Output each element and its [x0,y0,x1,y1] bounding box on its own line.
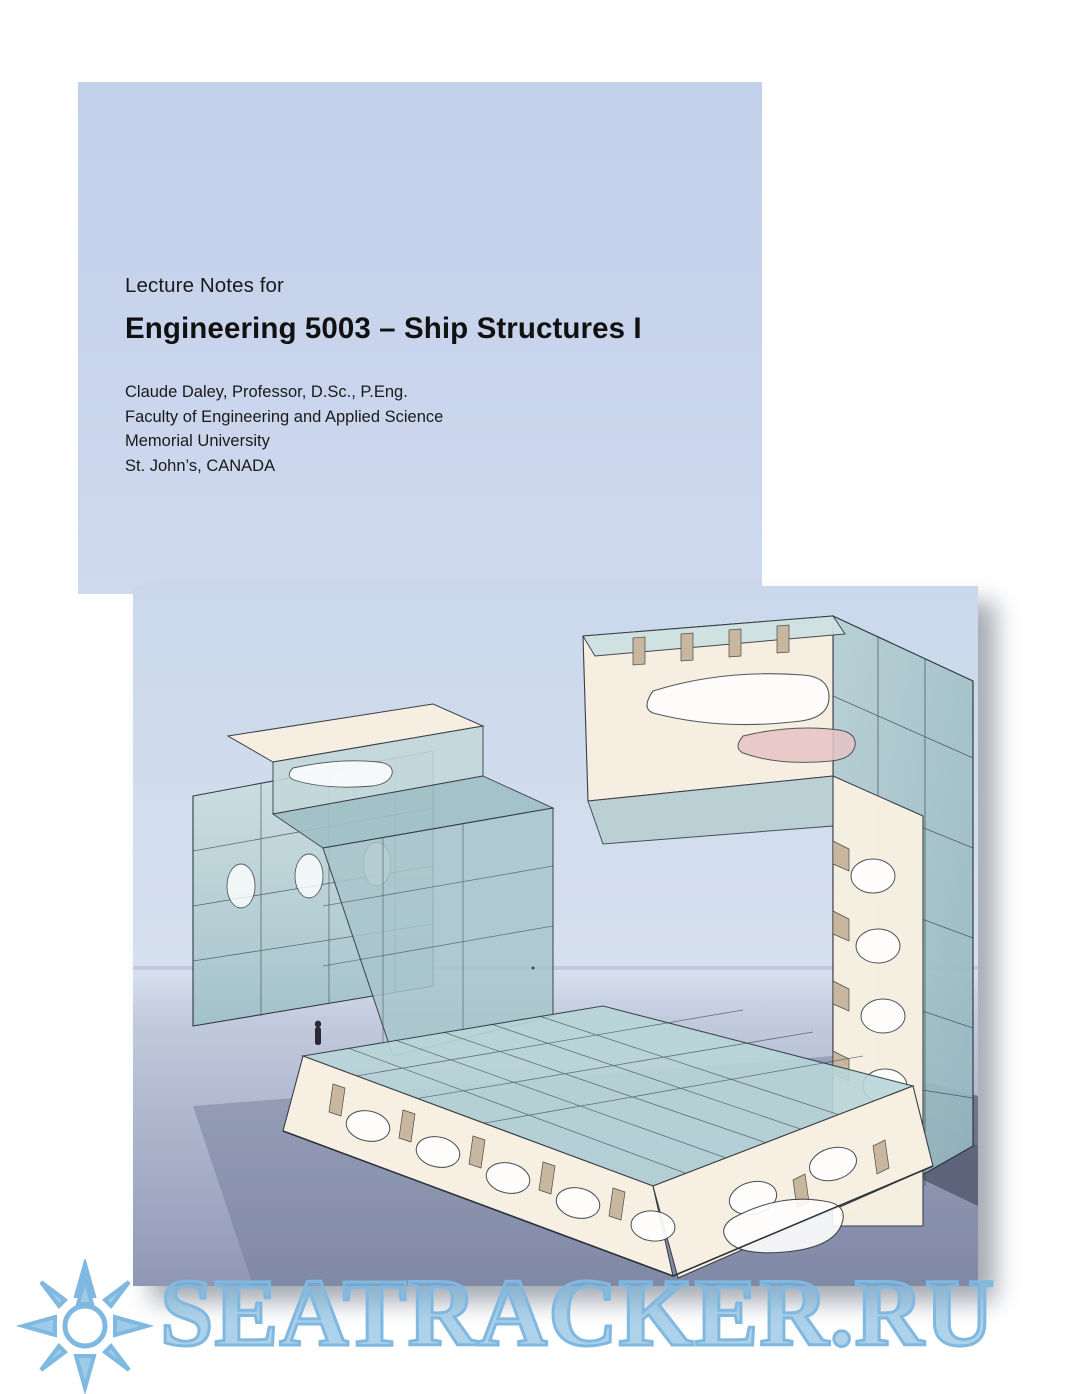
location-line: St. John’s, CANADA [125,456,276,475]
faculty-line: Faculty of Engineering and Applied Science [125,407,444,426]
ship-hull-structure-3d-rendering [133,586,978,1286]
author-block [125,380,725,478]
lightening-hole-pink-upper [738,728,855,762]
ground-marker-dot [531,966,534,969]
title-text-block [125,274,725,478]
page-title: Engineering 5003 – Ship Structures I [125,312,642,345]
watermark-text: SEATRACKER.RU [160,1259,996,1366]
author-line: Claude Daley, Professor, D.Sc., P.Eng. [125,383,408,401]
cover-illustration [133,586,978,1286]
cover-title-panel [78,82,762,594]
university-line: Memorial University [125,432,270,450]
lecture-notes-kicker: Lecture Notes for [125,274,284,297]
human-figure-scale [315,1021,321,1045]
